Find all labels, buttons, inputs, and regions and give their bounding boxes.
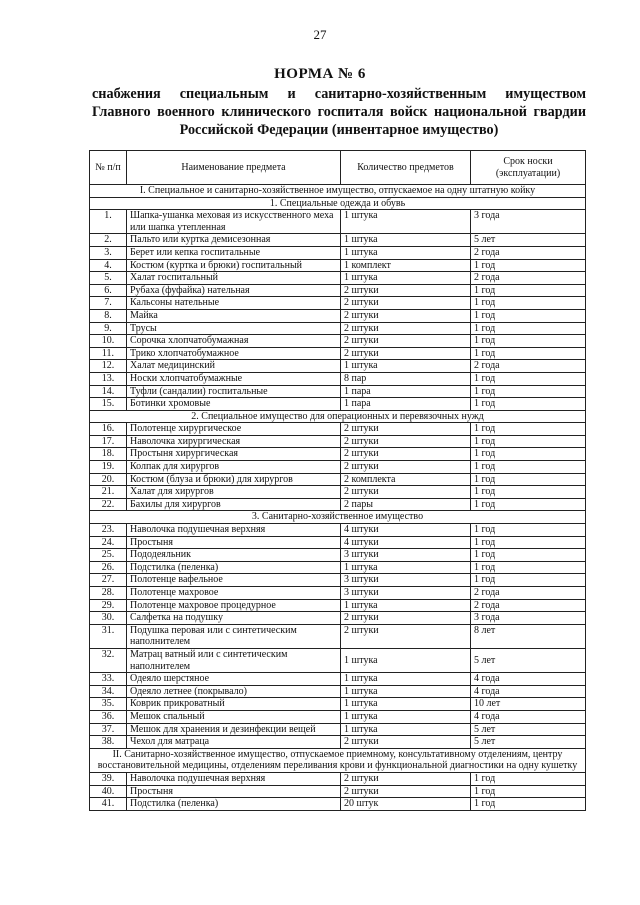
item-number: 33. [90, 673, 127, 686]
section-title: 1. Специальные одежда и обувь [90, 197, 586, 210]
table-row [90, 423, 586, 436]
item-term: 4 года [471, 685, 586, 698]
item-number: 34. [90, 685, 127, 698]
section-header-row [90, 748, 586, 772]
table-row [90, 234, 586, 247]
table-row [90, 710, 586, 723]
item-quantity: 1 штука [341, 648, 471, 672]
header-name: Наименование предмета [127, 151, 341, 185]
item-name: Носки хлопчатобумажные [127, 372, 341, 385]
table-row [90, 297, 586, 310]
item-quantity: 2 штуки [341, 624, 471, 648]
item-name: Одеяло шерстяное [127, 673, 341, 686]
item-quantity: 1 пара [341, 398, 471, 411]
header-qty: Количество предметов [341, 151, 471, 185]
table-row [90, 272, 586, 285]
item-name: Мешок для хранения и дезинфекции вещей [127, 723, 341, 736]
item-name: Полотенце махровое [127, 587, 341, 600]
item-number: 9. [90, 322, 127, 335]
item-number: 26. [90, 561, 127, 574]
item-name: Мешок спальный [127, 710, 341, 723]
item-quantity: 2 штуки [341, 785, 471, 798]
item-name: Ботинки хромовые [127, 398, 341, 411]
item-number: 5. [90, 272, 127, 285]
item-number: 28. [90, 587, 127, 600]
table-row [90, 673, 586, 686]
item-number: 11. [90, 347, 127, 360]
table-row [90, 246, 586, 259]
item-quantity: 20 штук [341, 798, 471, 811]
item-term: 1 год [471, 309, 586, 322]
item-number: 7. [90, 297, 127, 310]
section-header-row [90, 511, 586, 524]
item-quantity: 2 штуки [341, 284, 471, 297]
item-quantity: 2 штуки [341, 612, 471, 625]
item-quantity: 2 штуки [341, 297, 471, 310]
header-num: № п/п [90, 151, 127, 185]
item-quantity: 2 штуки [341, 347, 471, 360]
item-quantity: 1 комплект [341, 259, 471, 272]
item-quantity: 1 штука [341, 246, 471, 259]
item-term: 2 года [471, 246, 586, 259]
table-row [90, 574, 586, 587]
table-row [90, 347, 586, 360]
item-name: Бахилы для хирургов [127, 498, 341, 511]
item-number: 20. [90, 473, 127, 486]
table-row [90, 360, 586, 373]
item-term: 1 год [471, 772, 586, 785]
item-number: 25. [90, 549, 127, 562]
table-body [90, 185, 586, 811]
item-number: 16. [90, 423, 127, 436]
item-name: Полотенце хирургическое [127, 423, 341, 436]
item-number: 21. [90, 486, 127, 499]
table-row [90, 322, 586, 335]
section-header-row [90, 197, 586, 210]
section-title: 3. Санитарно-хозяйственное имущество [90, 511, 586, 524]
item-quantity: 4 штуки [341, 536, 471, 549]
item-name: Полотенце махровое процедурное [127, 599, 341, 612]
table-row [90, 561, 586, 574]
item-term: 5 лет [471, 723, 586, 736]
item-number: 29. [90, 599, 127, 612]
table-row [90, 259, 586, 272]
item-quantity: 1 штука [341, 360, 471, 373]
item-term: 2 года [471, 599, 586, 612]
item-name: Подушка перовая или с синтетическим наполнителем [127, 624, 341, 648]
item-quantity: 1 штука [341, 698, 471, 711]
item-name: Матрац ватный или с синтетическим наполнителем [127, 648, 341, 672]
table-row [90, 736, 586, 749]
item-number: 1. [90, 210, 127, 234]
item-term: 1 год [471, 498, 586, 511]
item-term: 1 год [471, 448, 586, 461]
table-row [90, 685, 586, 698]
item-quantity: 2 штуки [341, 461, 471, 474]
item-name: Наволочка подушечная верхняя [127, 772, 341, 785]
item-number: 40. [90, 785, 127, 798]
item-number: 18. [90, 448, 127, 461]
item-term: 1 год [471, 322, 586, 335]
table-row [90, 698, 586, 711]
item-number: 35. [90, 698, 127, 711]
table-row [90, 284, 586, 297]
section-header-row [90, 410, 586, 423]
table-row [90, 587, 586, 600]
table-row [90, 612, 586, 625]
item-number: 8. [90, 309, 127, 322]
item-term: 4 года [471, 710, 586, 723]
item-name: Колпак для хирургов [127, 461, 341, 474]
item-number: 39. [90, 772, 127, 785]
item-quantity: 2 штуки [341, 309, 471, 322]
item-quantity: 1 штука [341, 685, 471, 698]
item-name: Рубаха (фуфайка) нательная [127, 284, 341, 297]
item-term: 2 года [471, 360, 586, 373]
item-quantity: 2 штуки [341, 448, 471, 461]
table-row [90, 624, 586, 648]
item-term: 1 год [471, 259, 586, 272]
item-number: 2. [90, 234, 127, 247]
item-name: Костюм (блуза и брюки) для хирургов [127, 473, 341, 486]
item-term: 1 год [471, 473, 586, 486]
item-number: 37. [90, 723, 127, 736]
table-row [90, 486, 586, 499]
item-term: 1 год [471, 798, 586, 811]
item-term: 1 год [471, 398, 586, 411]
item-term: 1 год [471, 423, 586, 436]
item-term: 1 год [471, 372, 586, 385]
table-row [90, 524, 586, 537]
table-row [90, 723, 586, 736]
item-name: Простыня [127, 536, 341, 549]
item-quantity: 1 штука [341, 673, 471, 686]
item-term: 5 лет [471, 234, 586, 247]
item-quantity: 3 штуки [341, 549, 471, 562]
table-row [90, 372, 586, 385]
item-term: 1 год [471, 335, 586, 348]
item-quantity: 3 штуки [341, 587, 471, 600]
item-term: 1 год [471, 297, 586, 310]
item-term: 1 год [471, 524, 586, 537]
item-name: Пододеяльник [127, 549, 341, 562]
item-name: Салфетка на подушку [127, 612, 341, 625]
item-name: Туфли (сандалии) госпитальные [127, 385, 341, 398]
item-name: Коврик прикроватный [127, 698, 341, 711]
item-term: 1 год [471, 461, 586, 474]
item-number: 24. [90, 536, 127, 549]
table-row [90, 772, 586, 785]
item-name: Майка [127, 309, 341, 322]
item-quantity: 1 штука [341, 710, 471, 723]
table-row [90, 335, 586, 348]
item-name: Халат для хирургов [127, 486, 341, 499]
item-quantity: 2 штуки [341, 486, 471, 499]
item-name: Берет или кепка госпитальные [127, 246, 341, 259]
norm-table [89, 150, 586, 811]
item-number: 22. [90, 498, 127, 511]
item-name: Подстилка (пеленка) [127, 798, 341, 811]
table-row [90, 648, 586, 672]
item-number: 14. [90, 385, 127, 398]
item-number: 17. [90, 435, 127, 448]
item-quantity: 1 пара [341, 385, 471, 398]
item-quantity: 1 штука [341, 272, 471, 285]
item-name: Подстилка (пеленка) [127, 561, 341, 574]
table-row [90, 210, 586, 234]
document-title: НОРМА № 6 [274, 66, 366, 82]
item-name: Простыня [127, 785, 341, 798]
item-quantity: 1 штука [341, 234, 471, 247]
item-quantity: 1 штука [341, 723, 471, 736]
item-number: 10. [90, 335, 127, 348]
table-row [90, 549, 586, 562]
item-name: Пальто или куртка демисезонная [127, 234, 341, 247]
item-name: Чехол для матраца [127, 736, 341, 749]
item-term: 2 года [471, 587, 586, 600]
item-quantity: 2 штуки [341, 423, 471, 436]
item-name: Простыня хирургическая [127, 448, 341, 461]
item-number: 19. [90, 461, 127, 474]
item-name: Шапка-ушанка меховая из искусственного меха или шапка утепленная [127, 210, 341, 234]
table-row [90, 461, 586, 474]
item-number: 30. [90, 612, 127, 625]
table-row [90, 498, 586, 511]
item-quantity: 1 штука [341, 599, 471, 612]
item-name: Халат госпитальный [127, 272, 341, 285]
item-term: 1 год [471, 284, 586, 297]
item-number: 13. [90, 372, 127, 385]
table-row [90, 309, 586, 322]
page-number: 27 [313, 27, 327, 42]
item-quantity: 2 пары [341, 498, 471, 511]
item-quantity: 1 штука [341, 210, 471, 234]
header-term: Срок носки (эксплуатации) [471, 151, 586, 185]
item-quantity: 2 штуки [341, 736, 471, 749]
item-term: 4 года [471, 673, 586, 686]
table-row [90, 448, 586, 461]
item-number: 12. [90, 360, 127, 373]
item-name: Наволочка подушечная верхняя [127, 524, 341, 537]
section-title: II. Санитарно-хозяйственное имущество, отпускаемое приемному, консультативному отделениям, центру восстановительной медицины, отделениям переливания крови и функциональной диагностики на одну кушетку [90, 748, 586, 772]
item-number: 3. [90, 246, 127, 259]
item-number: 38. [90, 736, 127, 749]
item-name: Сорочка хлопчатобумажная [127, 335, 341, 348]
item-number: 27. [90, 574, 127, 587]
item-name: Наволочка хирургическая [127, 435, 341, 448]
item-quantity: 3 штуки [341, 574, 471, 587]
table-header-row [90, 151, 586, 185]
item-number: 41. [90, 798, 127, 811]
table-row [90, 473, 586, 486]
item-term: 2 года [471, 272, 586, 285]
item-term: 8 лет [471, 624, 586, 648]
item-term: 10 лет [471, 698, 586, 711]
item-term: 5 лет [471, 736, 586, 749]
item-term: 1 год [471, 549, 586, 562]
item-name: Трусы [127, 322, 341, 335]
section-header-row [90, 185, 586, 198]
table-row [90, 435, 586, 448]
item-name: Одеяло летнее (покрывало) [127, 685, 341, 698]
item-name: Полотенце вафельное [127, 574, 341, 587]
item-quantity: 8 пар [341, 372, 471, 385]
item-quantity: 4 штуки [341, 524, 471, 537]
section-title: I. Специальное и санитарно-хозяйственное имущество, отпускаемое на одну штатную койку [90, 185, 586, 198]
item-number: 36. [90, 710, 127, 723]
item-term: 1 год [471, 785, 586, 798]
item-term: 1 год [471, 486, 586, 499]
item-term: 1 год [471, 574, 586, 587]
document-subtitle: снабжения специальным и санитарно-хозяйственным имуществом Главного военного клинического госпиталя войск национальной гвардии Российской Федерации (инвентарное имущество) [92, 86, 586, 138]
item-quantity: 2 штуки [341, 322, 471, 335]
table-row [90, 536, 586, 549]
section-title: 2. Специальное имущество для операционных и перевязочных нужд [90, 410, 586, 423]
item-number: 15. [90, 398, 127, 411]
item-quantity: 2 штуки [341, 772, 471, 785]
item-name: Кальсоны нательные [127, 297, 341, 310]
table-row [90, 385, 586, 398]
item-term: 5 лет [471, 648, 586, 672]
item-term: 1 год [471, 347, 586, 360]
item-quantity: 2 штуки [341, 435, 471, 448]
item-quantity: 1 штука [341, 561, 471, 574]
item-name: Костюм (куртка и брюки) госпитальный [127, 259, 341, 272]
table-row [90, 785, 586, 798]
item-term: 1 год [471, 435, 586, 448]
item-number: 23. [90, 524, 127, 537]
item-number: 6. [90, 284, 127, 297]
item-name: Трико хлопчатобумажное [127, 347, 341, 360]
item-number: 32. [90, 648, 127, 672]
table-row [90, 798, 586, 811]
item-number: 31. [90, 624, 127, 648]
item-term: 1 год [471, 536, 586, 549]
item-term: 3 года [471, 210, 586, 234]
item-quantity: 2 комплекта [341, 473, 471, 486]
table-row [90, 398, 586, 411]
item-name: Халат медицинский [127, 360, 341, 373]
table-row [90, 599, 586, 612]
item-term: 3 года [471, 612, 586, 625]
item-term: 1 год [471, 561, 586, 574]
item-number: 4. [90, 259, 127, 272]
item-quantity: 2 штуки [341, 335, 471, 348]
item-term: 1 год [471, 385, 586, 398]
